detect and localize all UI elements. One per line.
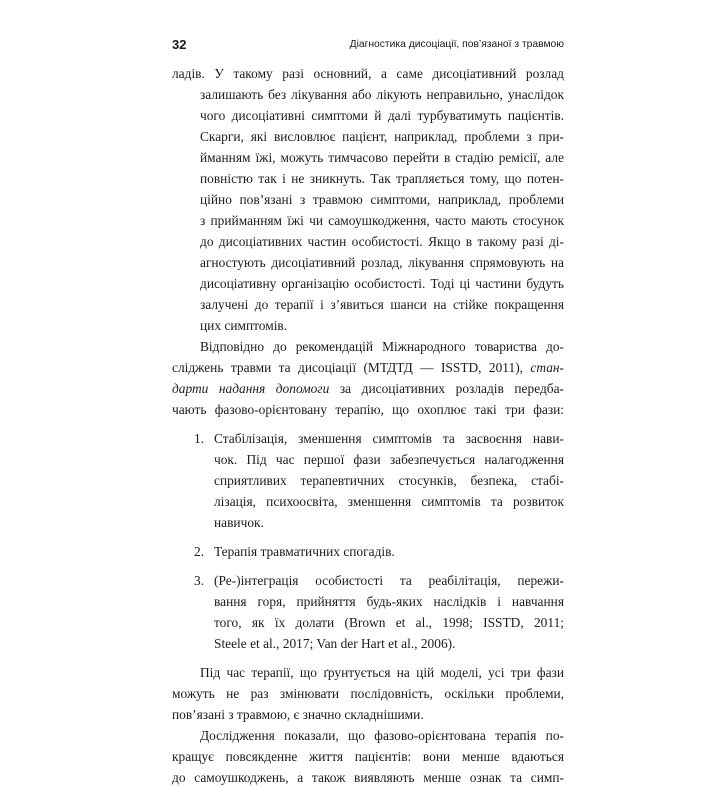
list-item	[172, 570, 564, 654]
text-line: залишають без лікування або лікують неправильно, унаслідок	[200, 87, 564, 102]
text-line: до самоушкоджень, а також виявляють менше ознак та симп-	[172, 770, 564, 785]
text-line: кращує повсякденне життя пацієнтів: вони менше вдаються	[172, 749, 564, 764]
text-line	[172, 378, 564, 399]
italic-text: стан-	[530, 360, 564, 375]
text-line: того, як їх долати (Brown et al., 1998; ISSTD, 2011;	[214, 615, 564, 630]
text-line: пов’язані з травмою, є значно складнішими.	[172, 707, 424, 722]
body-text	[172, 63, 564, 788]
text-line: Терапія травматичних спогадів.	[214, 544, 395, 559]
text-line: до дисоціативних частин особистості. Якщо в такому разі ді-	[200, 234, 564, 249]
text-line: Steele et al., 2017; Van der Hart et al., 2006).	[214, 636, 456, 651]
text-line: ційно пов’язані з травмою симптоми, наприклад, проблеми	[200, 192, 564, 207]
page-number: 32	[172, 37, 187, 52]
list-item	[172, 541, 564, 562]
text-line: залучені до терапії і з’явиться шанси на стійке покращення	[200, 297, 564, 312]
list-item	[172, 428, 564, 533]
text-segment: за дисоціативних розладів передба-	[339, 381, 564, 396]
text-line: Дослідження показали, що фазово-орієнтована терапія по-	[200, 728, 564, 743]
text-line: дисоціативну організацію особистості. Тоді ці частини будуть	[200, 276, 564, 291]
text-line	[172, 357, 564, 378]
text-line: сприятливих терапевтичних стосунків, безпека, стабі-	[214, 473, 564, 488]
text-line: агностують дисоціативний розлад, лікування спрямовують на	[200, 255, 564, 270]
text-line: лізація, психоосвіта, зменшення симптомів та розвиток	[214, 494, 564, 509]
paragraph-1	[172, 63, 564, 336]
text-line: Відповідно до рекомендацій Міжнародного товариства до-	[200, 339, 564, 354]
list-number: 3.	[194, 573, 205, 588]
text-line: чого дисоціативні симптоми й далі турбуватимуть пацієнтів.	[200, 108, 564, 123]
numbered-list	[172, 428, 564, 654]
text-line: ладів. У такому разі основний, а саме дисоціативний розлад	[172, 66, 564, 81]
list-number: 1.	[194, 431, 205, 446]
text-segment: сліджень травми та дисоціації (МТДТД — ISSTD, 2011),	[172, 360, 524, 375]
paragraph-4	[172, 725, 564, 788]
text-line: повністю так і не зникнуть. Так трапляється тому, що потен-	[200, 171, 564, 186]
text-line: Стабілізація, зменшення симптомів та засвоєння нави-	[214, 431, 564, 446]
text-line: можуть не раз змінювати послідовність, оскільки проблеми,	[172, 686, 564, 701]
list-number: 2.	[194, 544, 205, 559]
text-line: навичок.	[214, 515, 264, 530]
page-header	[172, 37, 564, 55]
paragraph-2	[172, 336, 564, 420]
text-line: Під час терапії, що ґрунтується на цій моделі, усі три фази	[200, 665, 564, 680]
text-line: з прийманням їжі чи самоушкодження, часто мають стосунок	[200, 213, 564, 228]
text-line: Скарги, які висловлює пацієнт, наприклад, проблеми з при-	[200, 129, 564, 144]
text-line: йманням їжі, можуть тимчасово перейти в стадію ремісії, але	[200, 150, 564, 165]
text-line: вання горя, прийняття будь-яких наслідків і навчання	[214, 594, 564, 609]
running-head: Діагностика дисоціації, пов’язаної з травмою	[349, 39, 564, 50]
text-line: (Ре-)інтеграція особистості та реабілітація, пережи-	[214, 573, 564, 588]
text-line: чок. Під час першої фази забезпечується налагодження	[214, 452, 564, 467]
paragraph-3	[172, 662, 564, 725]
text-line: чають фазово-орієнтовану терапію, що охоплює такі три фази:	[172, 402, 564, 417]
italic-text: дарти надання допомоги	[172, 381, 330, 396]
text-line: цих симптомів.	[200, 318, 288, 333]
